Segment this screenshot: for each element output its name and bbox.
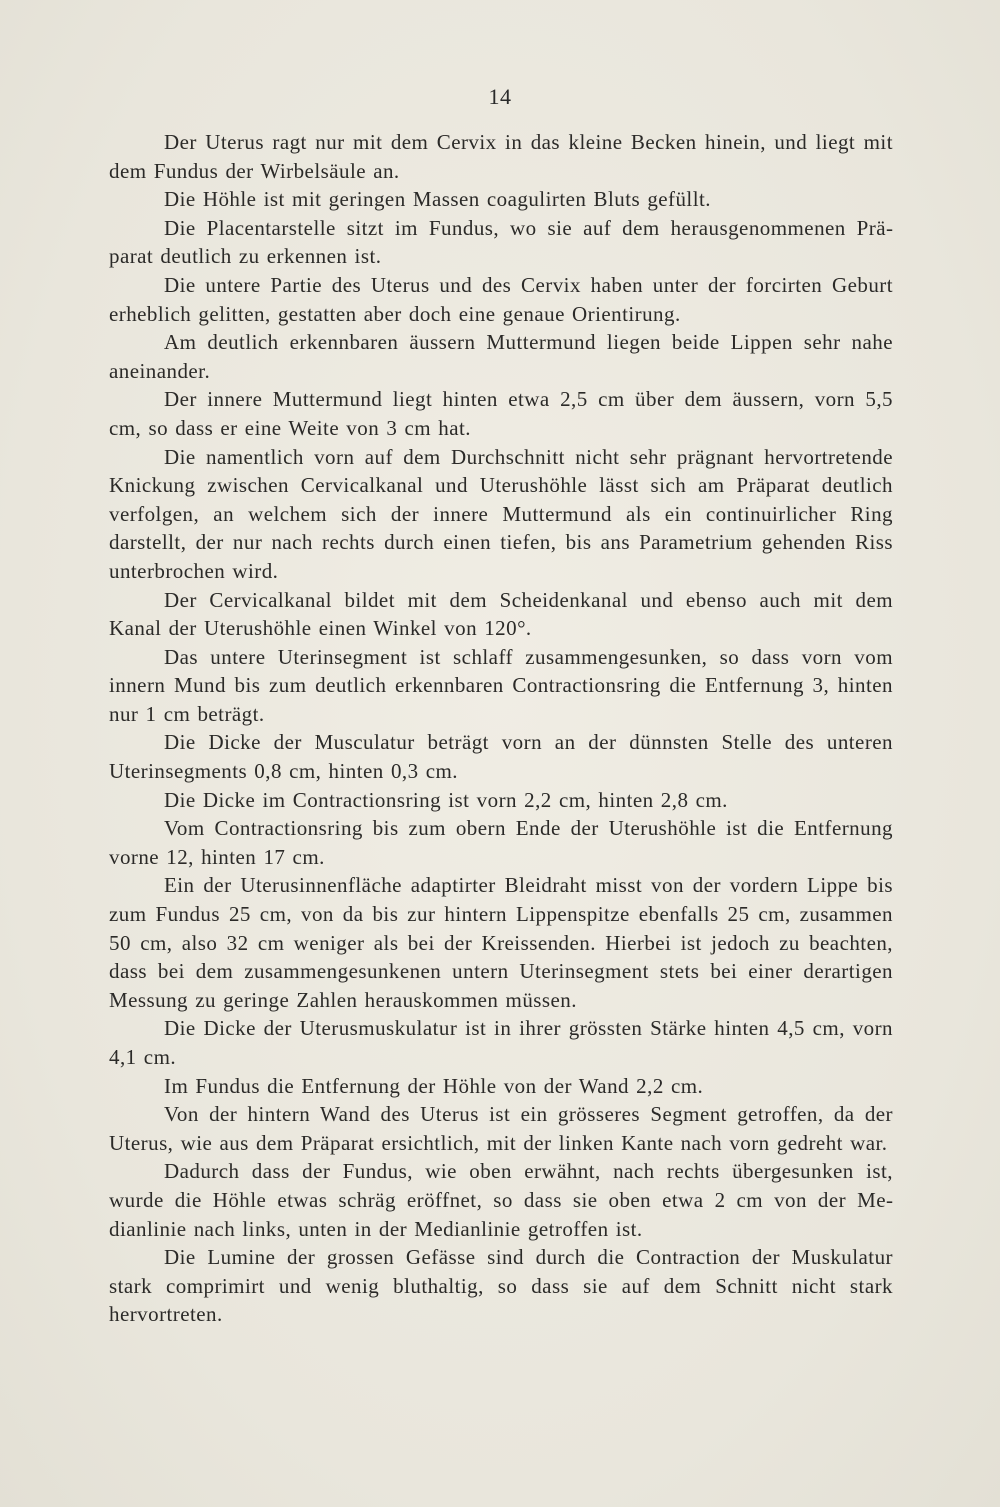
paragraph: Am deutlich erkennbaren äussern Muttermund liegen beide Lippen sehr nahe aneinander. <box>109 330 893 383</box>
paragraph: Der Uterus ragt nur mit dem Cervix in das kleine Becken hinein, und liegt mit dem Fundus der Wirbelsäule an. <box>109 130 893 183</box>
paragraph: Die untere Partie des Uterus und des Cervix haben unter der forcirten Geburt erheblich gelitten, gestatten aber doch eine genaue Orientirung. <box>109 272 893 326</box>
paragraph: Der Cervicalkanal bildet mit dem Scheidenkanal und ebenso auch mit dem Kanal der Uterushöhle einen Winkel von 120°. <box>109 587 893 641</box>
page-number: 14 <box>488 84 512 109</box>
paragraph: Die Dicke der Uterusmuskulatur ist in ihrer grössten Stärke hinten 4,5 cm, vorn 4,1 cm. <box>109 1016 893 1069</box>
paragraph: Die Lumine der grossen Gefässe sind durch die Contraction der Muskulatur stark comprimirt und wenig bluthaltig, so dass sie auf dem Schnitt nicht stark hervortreten. <box>109 1245 893 1327</box>
paragraph: Ein der Uterusinnenfläche adaptirter Bleidraht misst von der vordern Lippe bis zum Fundus 25 cm, von da bis zur hintern Lippenspitze ebenfalls 25 cm, zusammen 50 cm, also 32 cm weniger als bei der Kreissenden. Hierbei ist jedoch zu beachten, dass bei dem zusammengesunkenen untern Uterinsegment stets bei einer derartigen Messung zu geringe Zahlen herauskommen müssen. <box>109 873 893 1012</box>
paragraph: Von der hintern Wand des Uterus ist ein grösseres Segment getroffen, da der Uterus, wie aus dem Präparat ersichtlich, mit der linken Kante nach vorn gedreht war. <box>109 1102 893 1155</box>
paragraph: Das untere Uterinsegment ist schlaff zusammengesunken, so dass vorn vom innern Mund bis zum deutlich erkennbaren Contractionsring die Entfernung 3, hinten nur 1 cm beträgt. <box>109 644 893 726</box>
paragraph: Dadurch dass der Fundus, wie oben erwähnt, nach rechts übergesunken ist, wurde die Höhle etwas schräg eröffnet, so dass sie oben etwa 2 cm von der Medianlinie nach links, unten in der Medianlinie getroffen ist. <box>109 1159 893 1241</box>
paragraph: Die Placentarstelle sitzt im Fundus, wo sie auf dem herausgenommenen Präparat deutlich zu erkennen ist. <box>109 215 893 269</box>
paragraph: Die Dicke der Musculatur beträgt vorn an der dünnsten Stelle des unteren Uterinsegments 0,8 cm, hinten 0,3 cm. <box>109 730 893 784</box>
paragraph: Vom Contractionsring bis zum obern Ende der Uterushöhle ist die Entfernung vorne 12, hinten 17 cm. <box>109 816 893 869</box>
paragraph: Der innere Muttermund liegt hinten etwa 2,5 cm über dem äussern, vorn 5,5 cm, so dass er eine Weite von 3 cm hat. <box>109 387 893 440</box>
paragraph: Im Fundus die Entfernung der Höhle von der Wand 2,2 cm. <box>164 1073 704 1098</box>
paragraph: Die Höhle ist mit geringen Massen coagulirten Bluts gefüllt. <box>164 187 711 212</box>
paragraph: Die Dicke im Contractionsring ist vorn 2,2 cm, hinten 2,8 cm. <box>164 787 728 812</box>
paragraph: Die namentlich vorn auf dem Durchschnitt nicht sehr prägnant hervortretende Knickung zwischen Cervicalkanal und Uterushöhle lässt sich am Präparat deutlich verfolgen, an welchem sich der innere Muttermund als ein continuirlicher Ring darstellt, der nur nach rechts durch einen tiefen, bis ans Parametrium gehenden Riss unterbrochen wird. <box>109 444 893 583</box>
body-text <box>109 128 893 1329</box>
